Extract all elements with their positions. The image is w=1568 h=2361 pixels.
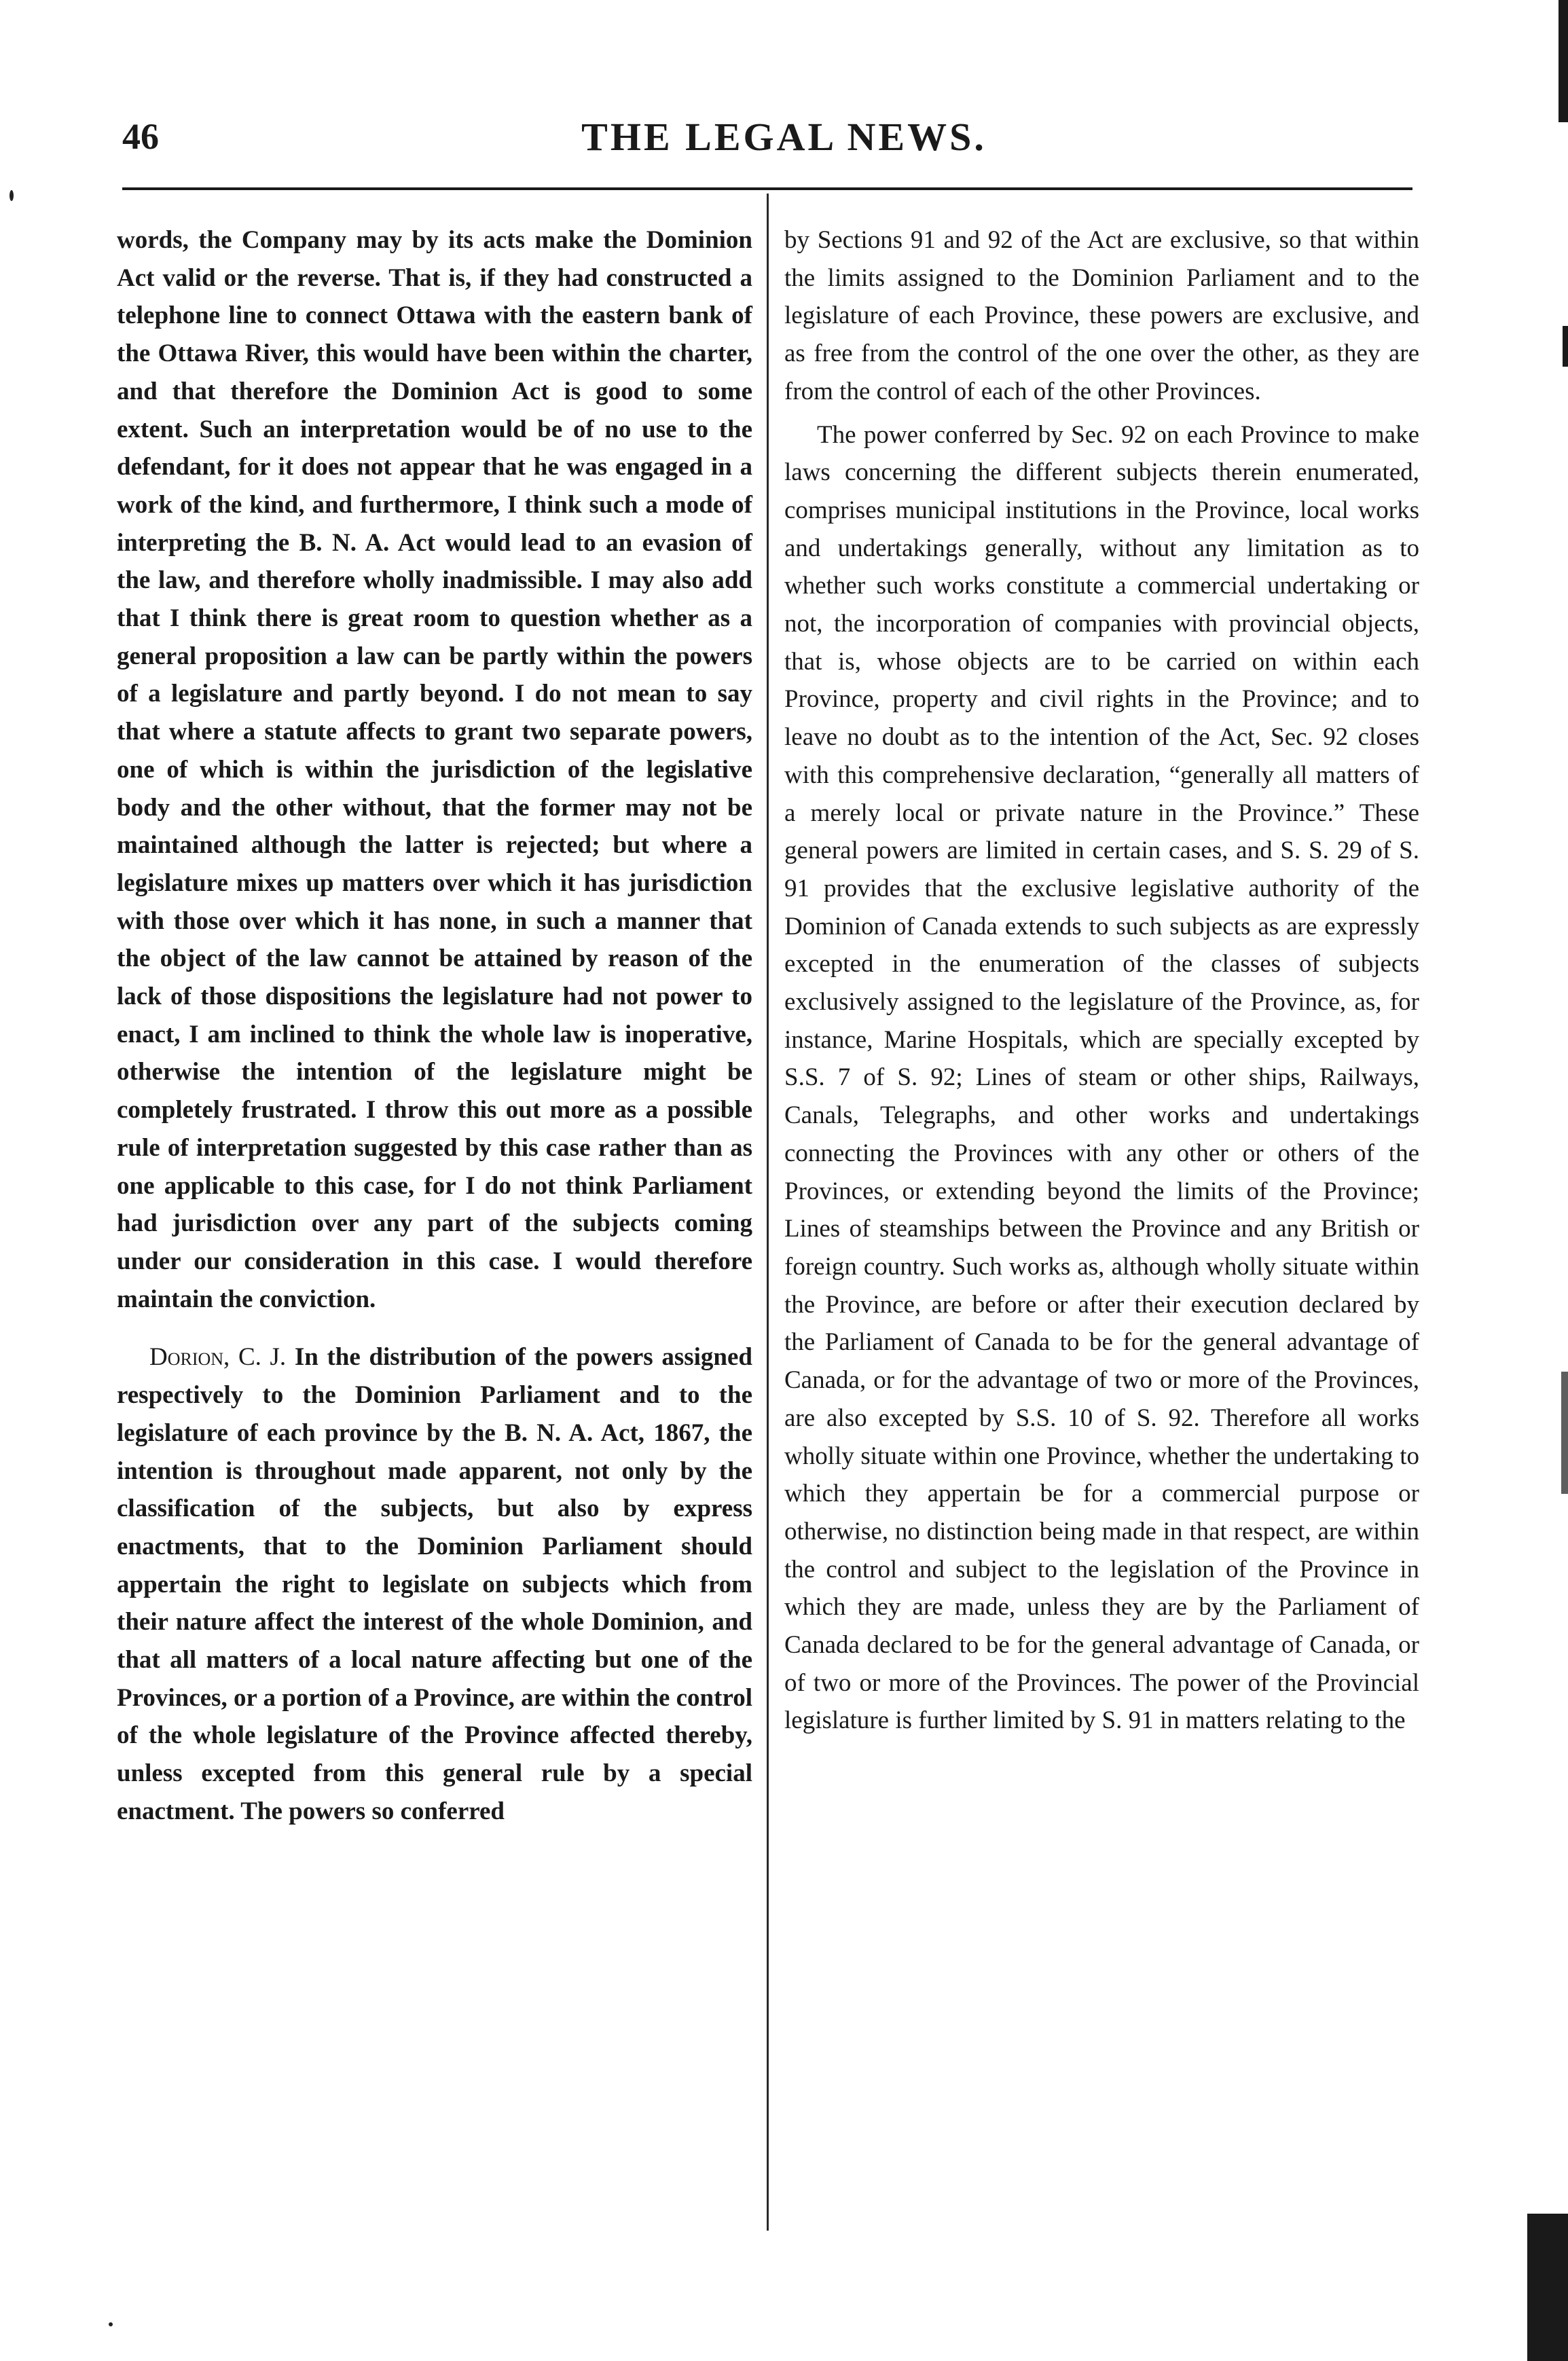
left-paragraph-2 bbox=[117, 1338, 752, 1830]
binding-edge-mark-mid bbox=[1561, 1372, 1568, 1494]
scan-dust-2 bbox=[109, 2322, 113, 2326]
left-paragraph-2-text: In the distribution of the powers assigned respectively to the Dominion Parliament and to the legislature of each province by the B. N. A. Act, 1867, the intention is throughout made apparent, not only by the classification of the subjects, but also by express enactments, that to the Dominion Parliament should appertain the right to legislate on subjects which from their nature affect the interest of the whole Dominion, and that all matters of a local nature affecting but one of the Provinces, or a portion of a Province, are within the control of the whole legislature of the Province affected thereby, unless excepted from this general rule by a special enactment. The powers so conferred bbox=[117, 1343, 752, 1825]
right-paragraph-2: The power conferred by Sec. 92 on each Province to make laws concerning the different subjects therein enumerated, comprises municipal institutions in the Province, local works and undertakings generally, without any limitation as to whether such works constitute a commercial undertaking or not, the incorporation of companies with provincial objects, that is, whose objects are to be carried on within each Province, property and civil rights in the Province; and to leave no doubt as to the intention of the Act, Sec. 92 closes with this comprehensive declaration, “generally all matters of a merely local or private nature in the Province.” These general powers are limited in certain cases, and S. S. 29 of S. 91 provides that the exclusive legislative authority of the Dominion of Canada extends to such subjects as are expressly excepted in the enumeration of the classes of subjects exclusively assigned to the legislature of the Province, as, for instance, Marine Hospitals, which are specially excepted by S.S. 7 of S. 92; Lines of steam or other ships, Railways, Canals, Telegraphs, and other works and undertakings connecting the Provinces with any other or others of the Provinces, or extending beyond the limits of the Province; Lines of steamships between the Province and any British or foreign country. Such works as, although wholly situate within the Province, are before or after their execution declared by the Parliament of Canada to be for the general advantage of Canada, or for the advantage of two or more of the Provinces, are also excepted by S.S. 10 of S. 92. Therefore all works wholly situate within one Province, whether the undertaking to which they appertain be for a commercial purpose or otherwise, no distinction being made in that respect, are within the control and subject to the legislation of the Province in which they are made, unless they are by the Parliament of Canada declared to be for the general advantage of Canada, or of two or more of the Provinces. The power of the Provincial legislature is further limited by S. 91 in matters relating to the bbox=[784, 420, 1419, 1735]
right-paragraph-1: by Sections 91 and 92 of the Act are exclusive, so that within the limits assigned to the Dominion Parliament and to the legislature of each Province, these powers are exclusive, and as free from the control of the one over the other, as they are from the control of each of the other Provinces. bbox=[784, 226, 1419, 405]
speaker-name: Dorion, C. J. bbox=[149, 1343, 287, 1372]
scan-dust-1 bbox=[10, 190, 14, 201]
running-head-title: THE LEGAL NEWS. bbox=[581, 115, 987, 159]
column-divider bbox=[767, 194, 769, 2231]
binding-edge-mark-upper bbox=[1563, 326, 1568, 367]
page-number: 46 bbox=[122, 116, 159, 157]
header-rule bbox=[122, 187, 1412, 190]
right-column bbox=[784, 221, 1419, 1740]
left-paragraph-1: words, the Company may by its acts make the Dominion Act valid or the reverse. That is, if they had constructed a telephone line to connect Ottawa with the eastern bank of the Ottawa River, this would have been within the charter, and that therefore the Dominion Act is good to some extent. Such an interpretation would be of no use to the defendant, for it does not appear that he was engaged in a work of the kind, and furthermore, I think such a mode of interpreting the B. N. A. Act would lead to an evasion of the law, and therefore wholly inadmissible. I may also add that I think there is great room to question whether as a general proposition a law can be partly within the powers of a legislature and partly beyond. I do not mean to say that where a statute affects to grant two separate powers, one of which is within the jurisdiction of the legislative body and the other without, that the former may not be maintained although the latter is rejected; but where a legislature mixes up matters over which it has jurisdiction with those over which it has none, in such a manner that the object of the law cannot be attained by reason of the lack of those dispositions the legislature had not power to enact, I am inclined to think the whole law is inoperative, otherwise the intention of the legislature might be completely frustrated. I throw this out more as a possible rule of interpretation suggested by this case rather than as one applicable to this case, for I do not think Parliament had jurisdiction over any part of the subjects coming under our consideration in this case. I would therefore maintain the conviction. bbox=[117, 226, 752, 1313]
binding-edge-mark-top bbox=[1558, 0, 1568, 122]
left-column bbox=[117, 221, 752, 1831]
binding-edge-mark-bottom bbox=[1527, 2214, 1568, 2361]
